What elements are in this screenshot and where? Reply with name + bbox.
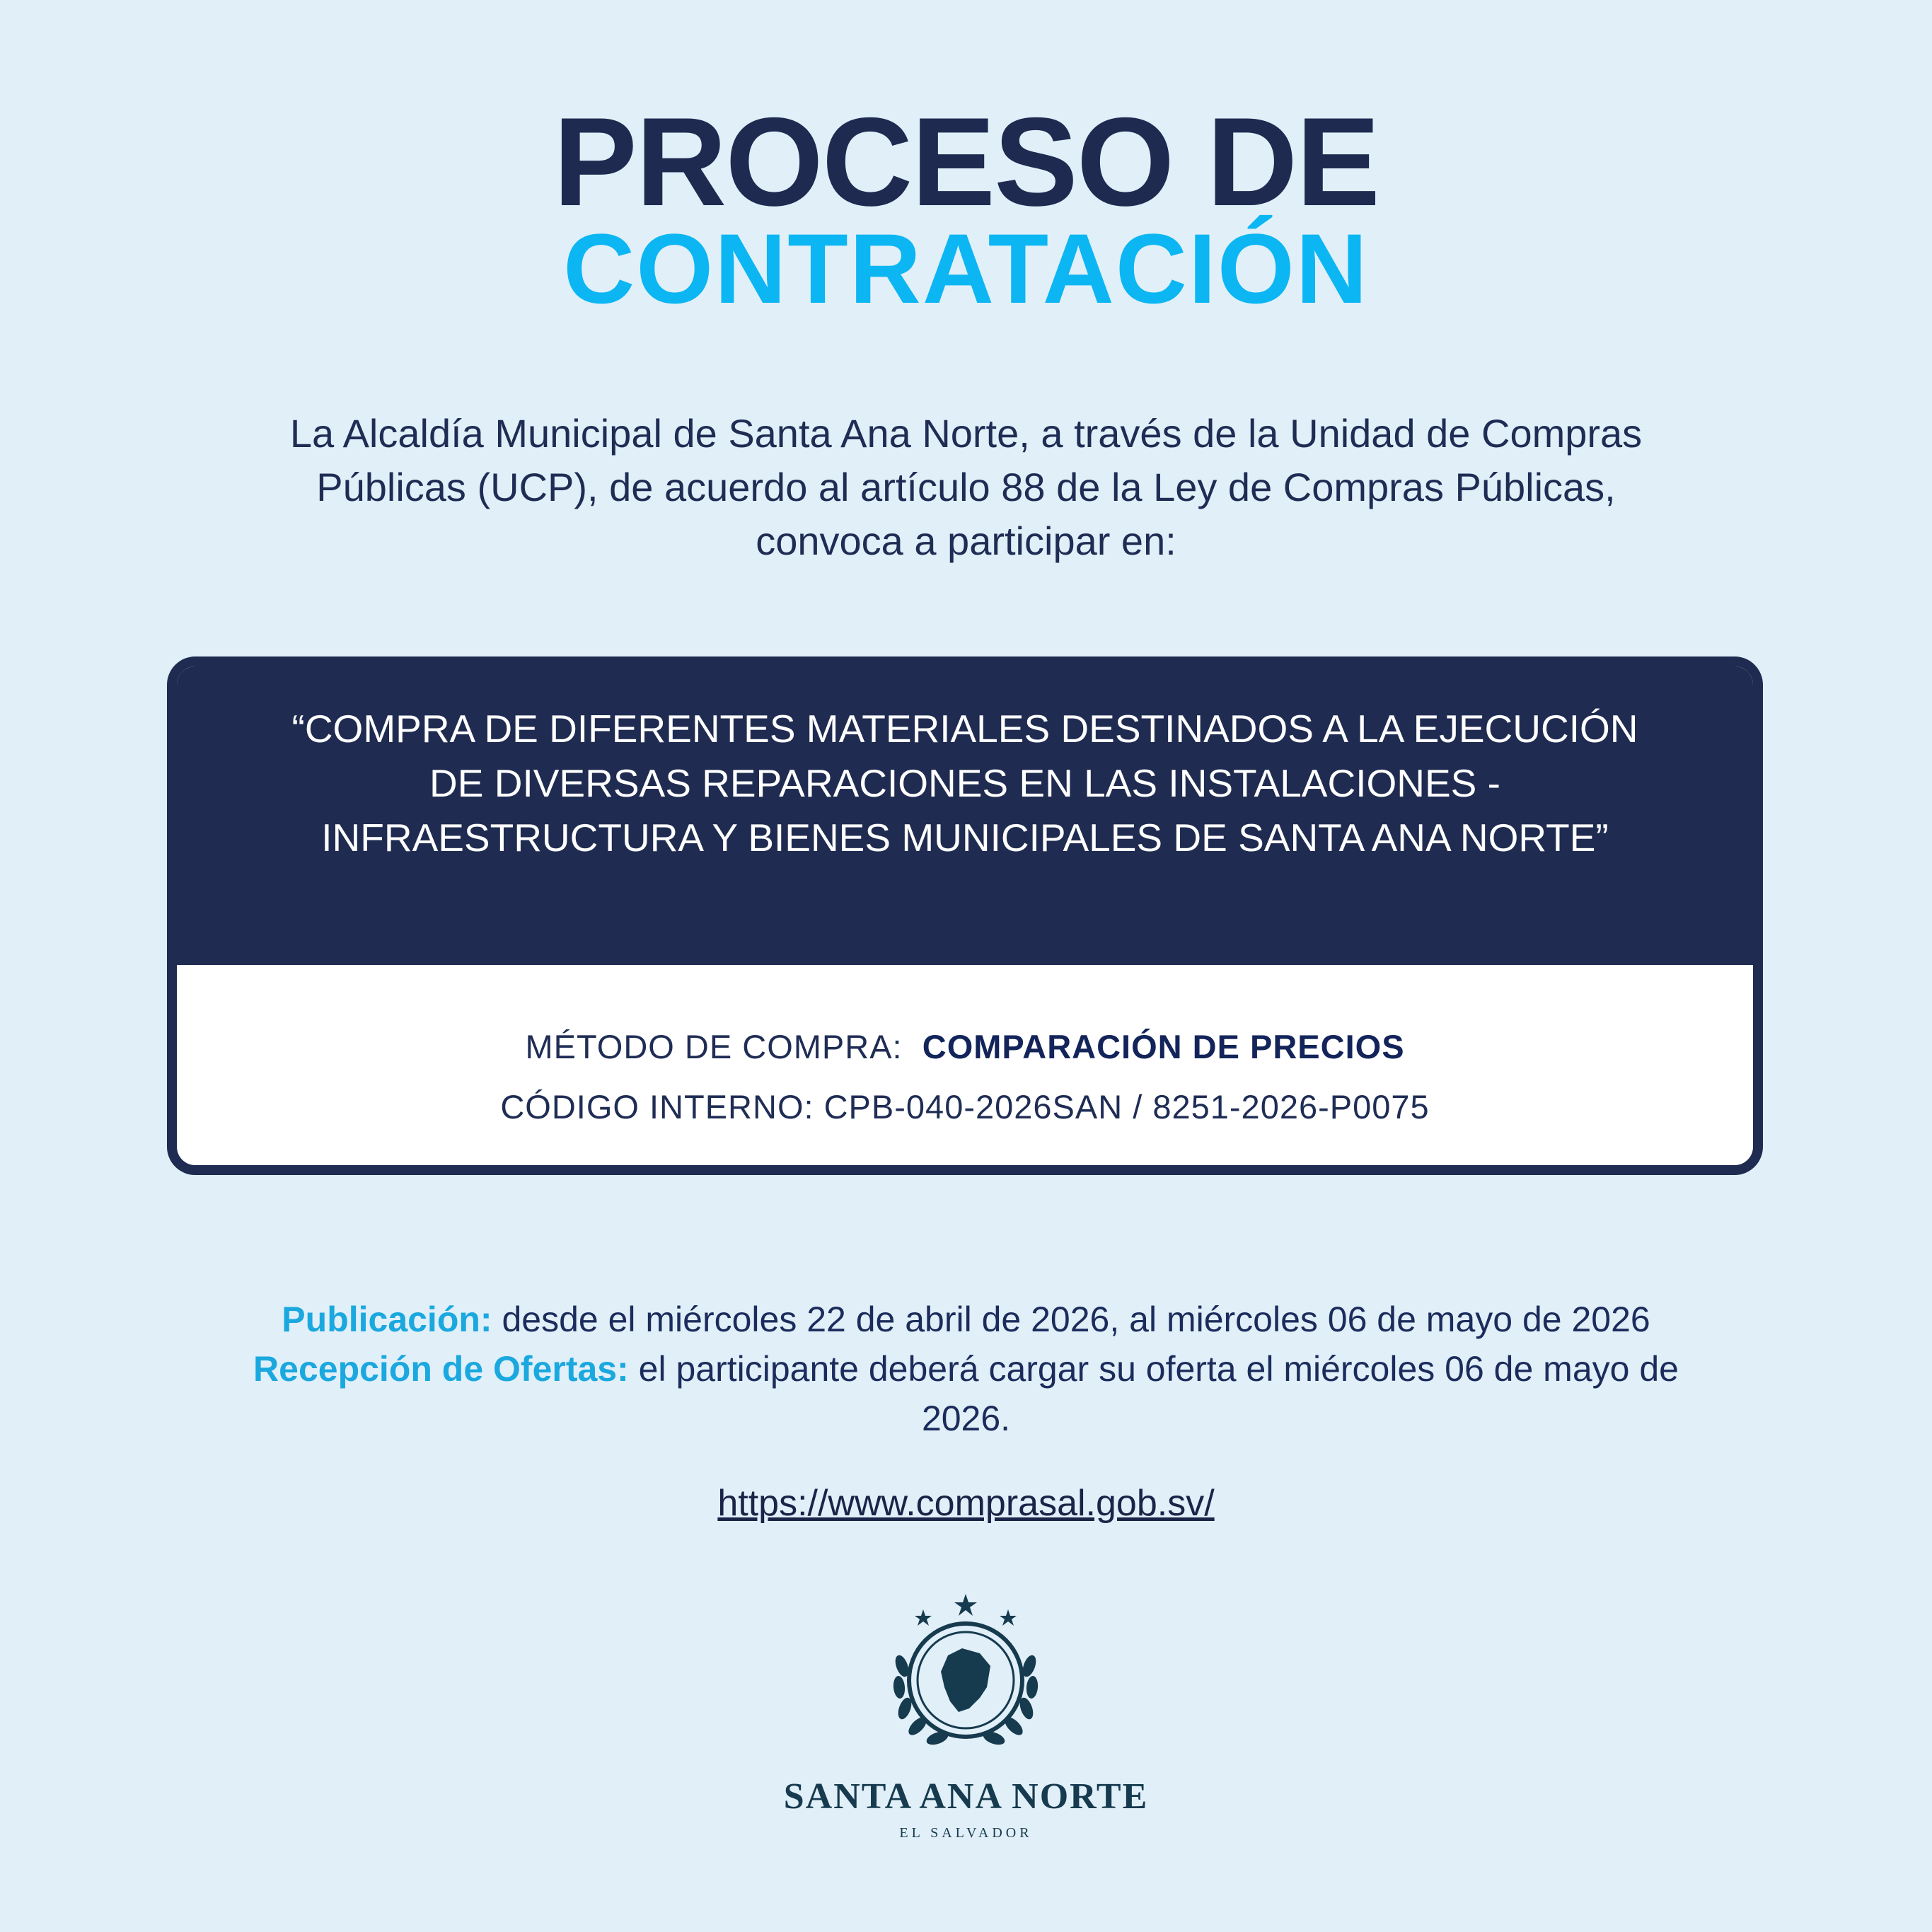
purchase-method	[177, 1027, 1753, 1066]
reception-text: el participante deberá cargar su oferta el miércoles 06 de mayo de 2026.	[638, 1349, 1679, 1438]
brand-country: EL SALVADOR	[899, 1825, 1033, 1841]
page-title-line1: PROCESO DE	[553, 91, 1379, 232]
brand-name: SANTA ANA NORTE	[783, 1776, 1149, 1817]
publication-text: desde el miércoles 22 de abril de 2026, al miércoles 06 de mayo de 2026	[502, 1300, 1650, 1339]
purchase-method-value: COMPARACIÓN DE PRECIOS	[922, 1028, 1405, 1065]
publication-line	[212, 1295, 1720, 1344]
municipal-seal-icon	[874, 1588, 1058, 1758]
internal-code: CÓDIGO INTERNO: CPB-040-2026SAN / 8251-2026-P0075	[500, 1088, 1430, 1126]
intro-paragraph: La Alcaldía Municipal de Santa Ana Norte, a través de la Unidad de Compras Públicas (UCP), de acuerdo al artículo 88 de la Ley de Compras Públicas, convoca a participar en:	[289, 411, 1643, 563]
reception-label: Recepción de Ofertas:	[253, 1349, 629, 1389]
comprasal-link[interactable]: https://www.comprasal.gob.sv/	[717, 1483, 1215, 1524]
purchase-method-label: MÉTODO DE COMPRA:	[525, 1028, 903, 1065]
process-title: “COMPRA DE DIFERENTES MATERIALES DESTINADOS A LA EJECUCIÓN DE DIVERSAS REPARACIONES EN LAS INSTALACIONES - INFRAESTRUCTURA Y BIENES MUNICIPALES DE SANTA ANA NORTE”	[291, 707, 1638, 860]
page-title-line2: CONTRATACIÓN	[563, 213, 1369, 324]
schedule-block	[212, 1295, 1720, 1443]
reception-line	[212, 1344, 1720, 1443]
process-card	[167, 656, 1763, 1175]
publication-label: Publicación:	[282, 1300, 492, 1339]
process-card-header	[177, 666, 1753, 965]
